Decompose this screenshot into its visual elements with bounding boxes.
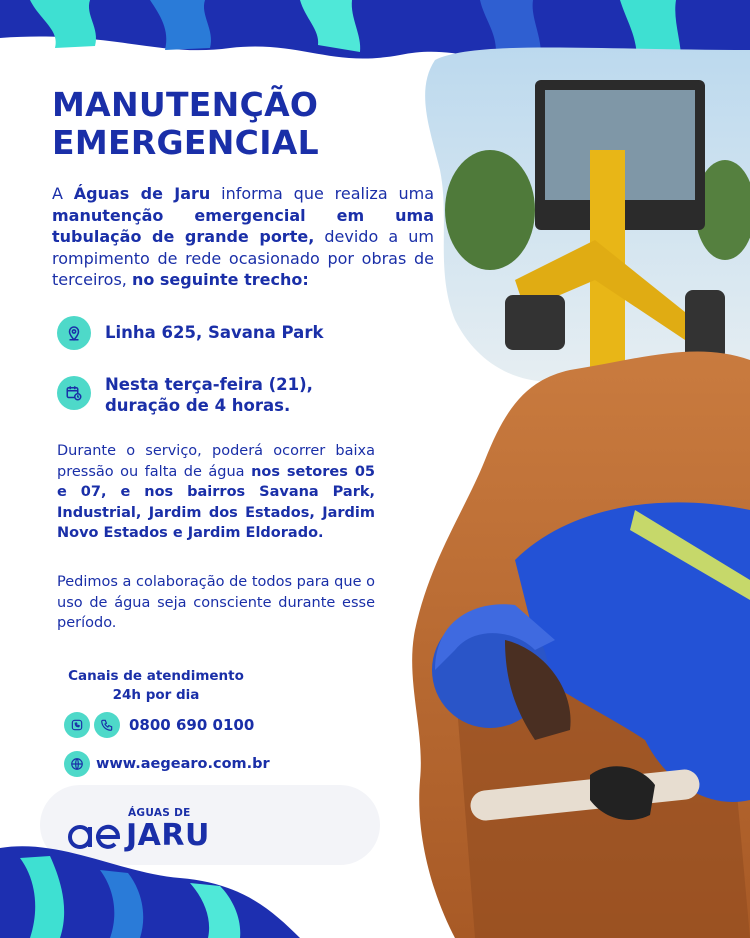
- phone-number[interactable]: 0800 690 0100: [129, 716, 255, 734]
- whatsapp-icon: [64, 712, 90, 738]
- service-text: Durante o serviço, poderá ocorrer baixa pressão ou falta de água: [57, 443, 375, 480]
- brand-small-text: ÁGUAS DE: [128, 807, 191, 819]
- company-name: Águas de Jaru: [73, 184, 211, 203]
- location-text: Linha 625, Savana Park: [105, 323, 324, 342]
- title-line-2: EMERGENCIAL: [52, 123, 319, 162]
- calendar-clock-icon: [57, 376, 91, 410]
- website-link[interactable]: www.aegearo.com.br: [96, 756, 270, 772]
- intro-text-2: informa que realiza uma: [210, 184, 434, 203]
- affected-areas: nos setores 05 e 07, e nos bairros Savana Park, Industrial, Jardim dos Estados, Jardim Novo Estados e Jardim Eldorado.: [57, 463, 375, 541]
- location-pin-icon: [57, 316, 91, 350]
- schedule-text: [105, 374, 313, 416]
- schedule-duration: duração de 4 horas.: [105, 396, 291, 415]
- intro-paragraph: [52, 183, 434, 291]
- intro-closing: no seguinte trecho:: [131, 270, 309, 289]
- schedule-row: [57, 374, 313, 416]
- bottom-wave-decoration: [0, 828, 750, 938]
- intro-text-3: devido a um rompimento de rede ocasionado por obras de terceiros,: [52, 227, 434, 289]
- location-row: [57, 316, 323, 350]
- phone-icon: [94, 712, 120, 738]
- globe-icon: [64, 751, 90, 777]
- intro-text-1: A: [52, 184, 74, 203]
- channels-title: [66, 667, 246, 705]
- title-line-1: MANUTENÇÃO: [52, 85, 319, 124]
- intro-highlight: manutenção emergencial em uma tubulação de grande porte,: [52, 205, 434, 246]
- brand-name: JARU: [126, 818, 210, 853]
- service-notice: [57, 441, 375, 544]
- schedule-day: Nesta terça-feira (21),: [105, 375, 313, 394]
- phone-row[interactable]: [64, 712, 254, 738]
- website-row[interactable]: [64, 751, 270, 777]
- channels-title-line-2: 24h por dia: [112, 687, 200, 703]
- channels-title-line-1: Canais de atendimento: [68, 668, 244, 684]
- work-photo: [395, 40, 750, 938]
- collaboration-message: Pedimos a colaboração de todos para que o uso de água seja consciente durante esse período.: [57, 574, 375, 631]
- page-title: [52, 86, 382, 162]
